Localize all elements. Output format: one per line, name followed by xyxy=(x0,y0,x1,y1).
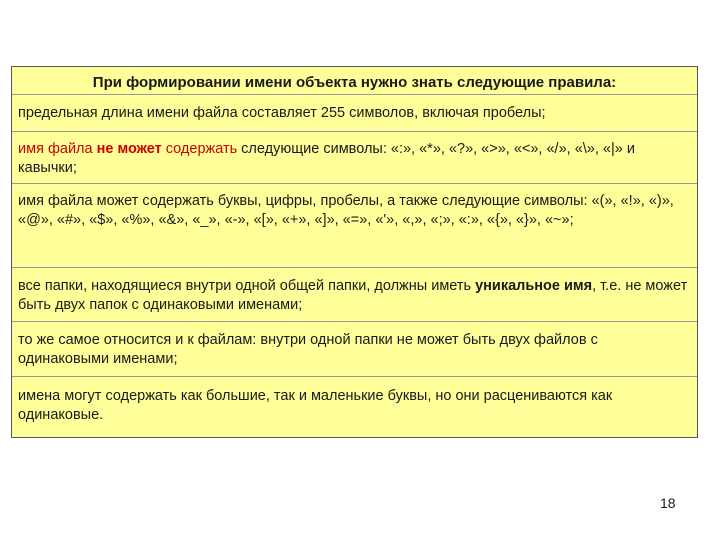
rule-forbidden-chars-emphasis: не может xyxy=(96,141,162,157)
rules-title: При формировании имени объекта нужно знать следующие правила: xyxy=(12,67,697,95)
rule-forbidden-chars-list: следующие символы: «:», «*», «?», «>», «<», «/», «\», «|» и кавычки; xyxy=(18,141,635,176)
rule-max-length xyxy=(12,95,697,132)
rule-unique-file-names-text: то же самое относится и к файлам: внутри одной папки не может быть двух файлов с одинаковыми именами; xyxy=(18,332,598,367)
rule-case-insensitive-text: имена могут содержать как большие, так и маленькие буквы, но они расцениваются как одинаковые. xyxy=(18,388,613,423)
rule-forbidden-chars-verb: содержать xyxy=(161,141,238,157)
rule-allowed-chars-text: имя файла может содержать буквы, цифры, пробелы, а также следующие символы: «(», «!», «)», «@», «#», «$», «%», «&», «_», «-», «[», «+», «]», «=», «'», «,», «;», «:», «{», «}», «~»; xyxy=(18,193,674,228)
rule-allowed-chars xyxy=(12,184,697,268)
rules-box xyxy=(11,66,698,438)
rule-max-length-text: предельная длина имени файла составляет 255 символов, включая пробелы; xyxy=(18,105,546,121)
rule-unique-file-names xyxy=(12,322,697,377)
rule-unique-lead: все папки, находящиеся внутри одной общей папки, должны иметь xyxy=(18,278,476,294)
rule-unique-tail: , т.е. не может быть двух папок с одинаковыми именами; xyxy=(18,278,688,313)
rule-unique-emphasis: уникальное имя xyxy=(475,278,593,294)
rule-forbidden-chars-lead: имя файла xyxy=(18,141,97,157)
rule-forbidden-chars xyxy=(12,132,697,184)
rule-case-insensitive xyxy=(12,377,697,437)
rule-unique-folder-names xyxy=(12,268,697,322)
page-number: 18 xyxy=(660,495,676,511)
